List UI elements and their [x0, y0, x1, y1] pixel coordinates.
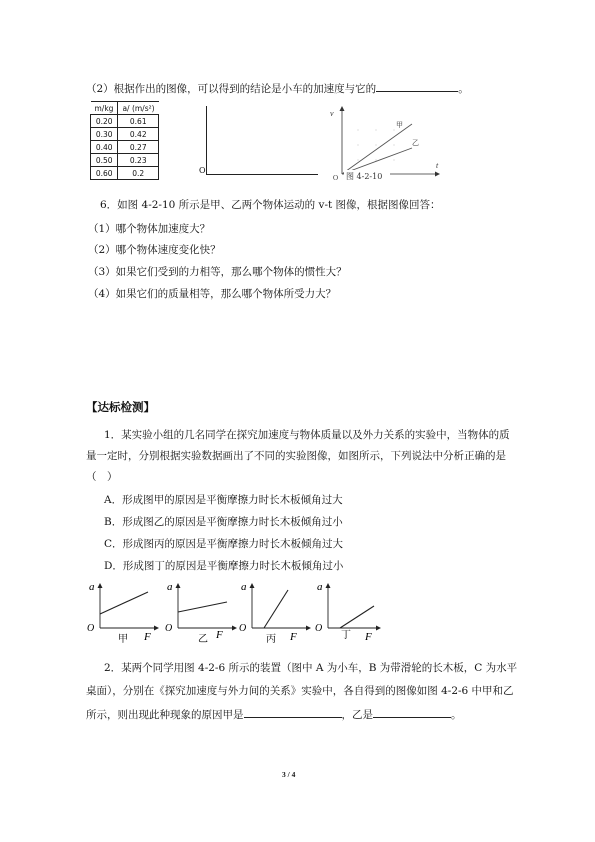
t1-option-b: B．形成图乙的原因是平衡摩擦力时长木板倾角过小	[104, 516, 343, 528]
af-origin: O	[315, 623, 323, 634]
af-ylabel: a	[317, 581, 323, 593]
answer-blank-jia[interactable]	[244, 706, 342, 718]
answer-blank-yi[interactable]	[373, 706, 451, 718]
blank-graph-x-axis	[206, 174, 318, 175]
af-ylabel: a	[89, 581, 95, 593]
arrow-icon	[376, 626, 381, 631]
t1-line1: 1．某实验小组的几名同学在探究加速度与物体质量以及外力关系的实验中，当物体的质	[104, 429, 510, 441]
table-header-acceleration: a/ (m/s²)	[118, 102, 159, 115]
t2-line1: 2．某两个同学用图 4-2-6 所示的装置（图中 A 为小车，B 为带滑轮的长木板，C 为水平	[104, 662, 518, 674]
t1-line3: （ ）	[86, 471, 118, 483]
vt-xlabel: t	[436, 161, 439, 170]
af-ylabel: a	[167, 581, 173, 593]
af-name: 甲	[118, 634, 128, 645]
vt-origin: O	[333, 174, 339, 180]
blank-graph-origin: O	[199, 166, 206, 175]
q5-part2-text: （2）根据作出的图像，可以得到的结论是小车的加速度与它的	[86, 83, 377, 95]
vt-ylabel: v	[330, 109, 334, 118]
t1-option-d: D．形成图丁的原因是平衡摩擦力时长木板倾角过小	[104, 560, 344, 572]
page-number: 3 / 4	[282, 770, 296, 779]
af-line-bing	[264, 590, 288, 628]
answer-blank[interactable]	[376, 80, 458, 92]
t2-line2: 桌面），分别在《探究加速度与外力间的关系》实验中，各自得到的图像如图 4-2-6 中甲和乙	[86, 685, 514, 697]
af-graphs	[84, 576, 384, 648]
q6-stem: 6．如图 4-2-10 所示是甲、乙两个物体运动的 v-t 图像，根据图像回答：	[100, 199, 441, 211]
arrow-icon	[232, 626, 237, 631]
q6-sub-3: （3）如果它们受到的力相等，那么哪个物体的惯性大？	[88, 266, 347, 278]
vt-label-yi: 乙	[412, 139, 419, 147]
af-xlabel: F	[365, 631, 372, 643]
t2-line3: 所示，则出现此种现象的原因甲是 ，乙是 。	[86, 706, 462, 722]
vt-graph	[320, 100, 445, 180]
q6-sub-2: （2）哪个物体速度变化快？	[88, 244, 221, 256]
af-graph-yi	[165, 581, 237, 645]
vt-line-jia	[342, 124, 412, 174]
af-line-jia	[100, 592, 148, 614]
af-origin: O	[239, 623, 247, 634]
section-title: 【达标检测】	[86, 400, 155, 414]
table-row: 0.60 0.2	[91, 167, 159, 180]
t1-line2: 量一定时，分别根据实验数据画出了不同的实验图像，如图所示，下列说法中分析正确的是	[86, 450, 506, 462]
arrow-icon	[154, 626, 159, 631]
af-graph-ding	[315, 581, 381, 643]
arrow-icon	[306, 626, 311, 631]
q6-sub-1: （1）哪个物体加速度大？	[88, 223, 211, 235]
af-line-ding	[340, 606, 374, 628]
blank-graph-y-axis	[206, 106, 207, 174]
table-row: 0.30 0.42	[91, 128, 159, 141]
af-name: 丁	[341, 630, 351, 641]
vt-caption: 图 4-2-10	[346, 172, 383, 180]
arrow-icon	[98, 583, 103, 588]
af-graph-jia	[87, 581, 159, 645]
af-ylabel: a	[241, 581, 247, 593]
arrow-icon	[250, 583, 255, 588]
q6-sub-4: （4）如果它们的质量相等，那么哪个物体所受力大？	[88, 288, 337, 300]
grid-dots	[357, 129, 394, 160]
af-origin: O	[165, 623, 173, 634]
arrow-icon	[340, 106, 345, 111]
q5-part2: （2）根据作出的图像，可以得到的结论是小车的加速度与它的 。	[86, 80, 469, 96]
af-xlabel: F	[144, 631, 151, 643]
af-origin: O	[87, 623, 95, 634]
af-graph-bing	[239, 581, 311, 645]
arrow-icon	[326, 583, 331, 588]
mass-acceleration-table	[90, 101, 159, 180]
arrow-icon	[435, 172, 440, 177]
af-xlabel: F	[216, 629, 223, 641]
arrow-icon	[176, 583, 181, 588]
af-name: 乙	[198, 634, 208, 645]
table-row: 0.40 0.27	[91, 141, 159, 154]
t1-option-a: A．形成图甲的原因是平衡摩擦力时长木板倾角过大	[104, 494, 343, 506]
t1-option-c: C．形成图丙的原因是平衡摩擦力时长木板倾角过大	[104, 538, 344, 550]
af-line-yi	[178, 602, 227, 612]
table-header-mass: m/kg	[91, 102, 118, 115]
af-name: 丙	[266, 634, 276, 645]
table-row: 0.50 0.23	[91, 154, 159, 167]
table-row: 0.20 0.61	[91, 115, 159, 128]
af-xlabel: F	[290, 631, 297, 643]
vt-label-jia: 甲	[396, 121, 403, 129]
